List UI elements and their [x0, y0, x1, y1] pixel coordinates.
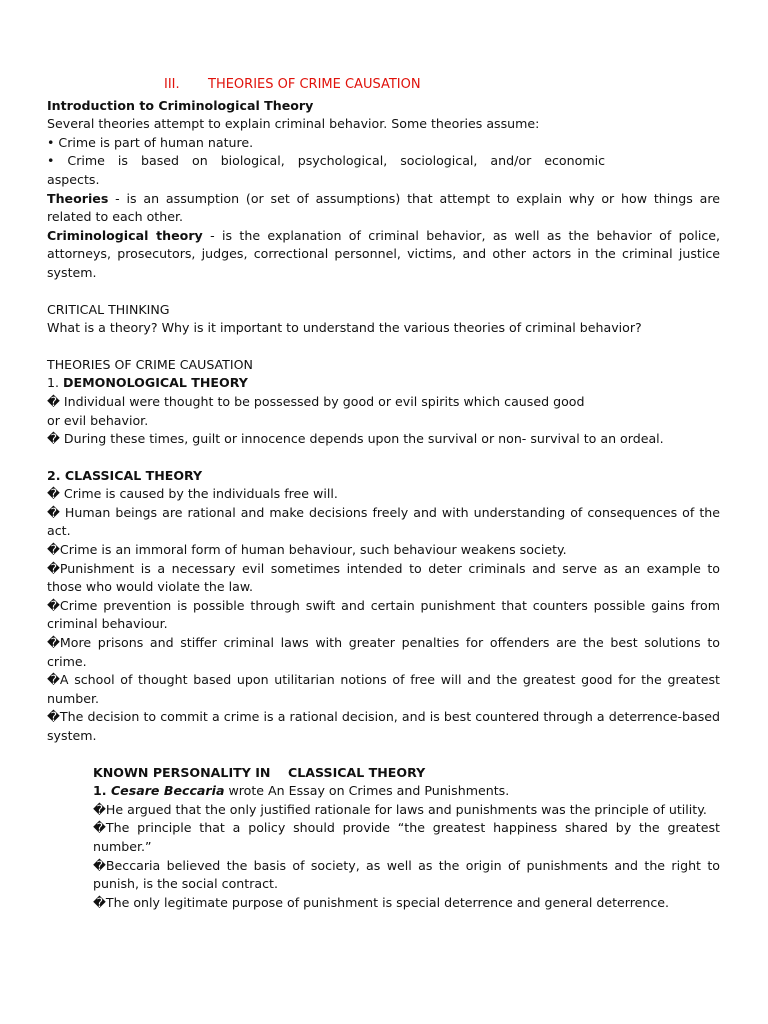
beccaria-point: �The principle that a policy should provide “the greatest happiness shared by the greatest number.”: [93, 820, 720, 854]
demonological-heading: [47, 374, 720, 393]
theories-term: Theories: [47, 190, 109, 206]
beccaria-point: �Beccaria believed the basis of society, as well as the origin of punishments and the right to punish, is the social contract.: [93, 857, 720, 892]
classical-point: �Crime is an immoral form of human behaviour, such behaviour weakens society.: [47, 542, 567, 558]
demonological-number: 1.: [47, 375, 64, 391]
demonological-title: DEMONOLOGICAL THEORY: [63, 375, 248, 391]
intro-bullet-2-cont: aspects.: [47, 171, 100, 187]
beccaria-rest: wrote An Essay on Crimes and Punishments.: [224, 783, 510, 799]
classical-point: � Crime is caused by the individuals free will.: [47, 486, 338, 502]
intro-bullet-1: • Crime is part of human nature.: [47, 134, 254, 150]
beccaria-intro: [93, 782, 720, 801]
critical-thinking-heading: CRITICAL THINKING: [47, 301, 170, 317]
classical-point: �A school of thought based upon utilitarian notions of free will and the greatest good for the greatest number.: [47, 672, 720, 706]
document-body: [47, 76, 720, 912]
section-number: III.: [164, 77, 180, 92]
intro-heading: Introduction to Criminological Theory: [47, 97, 314, 113]
beccaria-point: �The only legitimate purpose of punishment is special deterrence and general deterrence.: [93, 894, 670, 910]
beccaria-point: �He argued that the only justified rationale for laws and punishments was the principle of utility.: [93, 801, 707, 817]
intro-bullet-2: • Crime is based on biological, psychological, sociological, and/or economic: [47, 153, 606, 169]
beccaria-number: 1.: [93, 783, 111, 799]
demonological-point-2: � During these times, guilt or innocence depends upon the survival or non- survival to an ordeal.: [47, 431, 664, 447]
criminological-term: Criminological theory: [47, 227, 203, 243]
classical-point: �Crime prevention is possible through swift and certain punishment that counters possible gains from criminal behaviour.: [47, 597, 720, 632]
demonological-point-1: � Individual were thought to be possessed by good or evil spirits which caused good: [47, 393, 585, 409]
causation-heading: THEORIES OF CRIME CAUSATION: [47, 356, 253, 372]
classical-heading: 2. CLASSICAL THEORY: [47, 467, 203, 483]
critical-thinking-question: What is a theory? Why is it important to understand the various theories of criminal behavior?: [47, 320, 642, 336]
theories-text: - is an assumption (or set of assumptions) that attempt to explain why or how things are related to each other.: [47, 190, 720, 225]
section-title: [47, 76, 720, 95]
classical-point: � Human beings are rational and make decisions freely and with understanding of consequences of the act.: [47, 504, 720, 539]
classical-point: �The decision to commit a crime is a rational decision, and is best countered through a deterrence-based system.: [47, 709, 720, 743]
criminological-definition: [47, 227, 720, 283]
known-personality-heading: KNOWN PERSONALITY IN CLASSICAL THEORY: [93, 764, 426, 780]
intro-lead: Several theories attempt to explain criminal behavior. Some theories assume:: [47, 116, 540, 132]
section-title-text: THEORIES OF CRIME CAUSATION: [208, 77, 421, 92]
criminological-text: - is the explanation of criminal behavior, as well as the behavior of police, attorneys, prosecutors, judges, correctional personnel, victims, and other actors in the criminal justice system.: [47, 227, 720, 280]
beccaria-name: Cesare Beccaria: [110, 783, 225, 799]
classical-point: �More prisons and stiffer criminal laws with greater penalties for offenders are the best solutions to crime.: [47, 635, 720, 669]
classical-point: �Punishment is a necessary evil sometimes intended to deter criminals and serve as an example to those who would violate the law.: [47, 560, 720, 595]
theories-definition: [47, 190, 720, 227]
demonological-point-1-cont: or evil behavior.: [47, 412, 149, 428]
